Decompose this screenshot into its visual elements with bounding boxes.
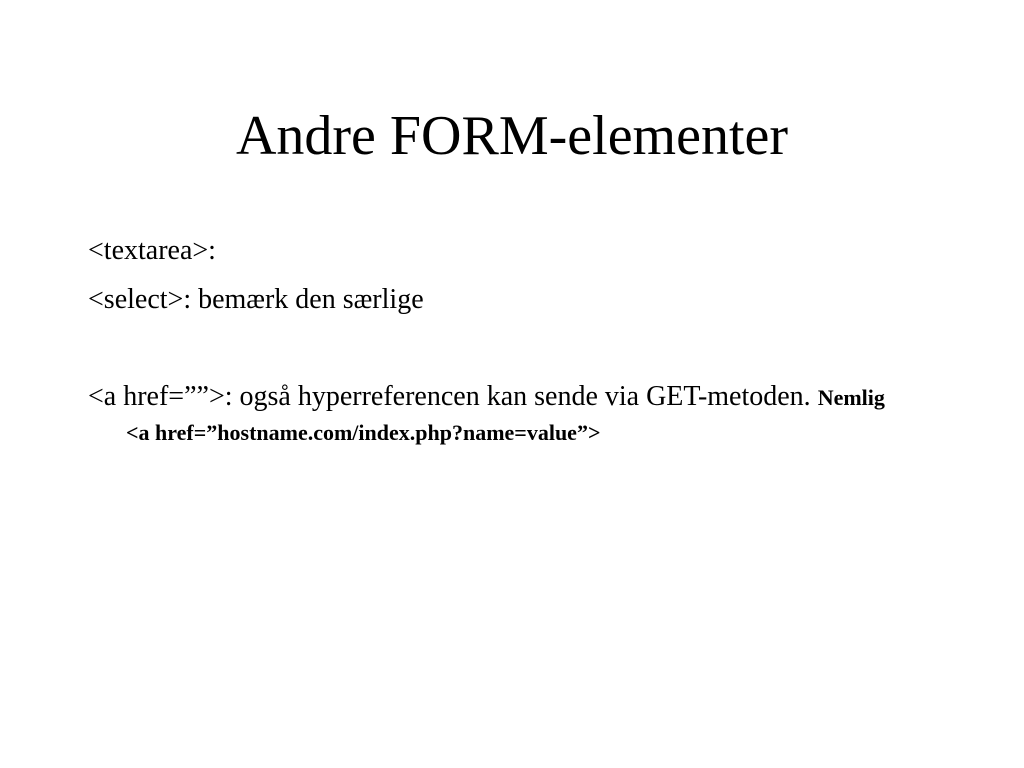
bullet-textarea: <textarea>: [88,235,216,266]
bullet-anchor-example: Nemlig <a href=”hostname.com/index.php?name=value”> [126,385,885,445]
bullet-anchor [88,380,886,450]
bullet-anchor-text: <a href=””>: også hyperreferencen kan sende via GET-metoden. [88,381,811,412]
slide-title: Andre FORM-elementer [235,105,789,167]
bullet-select: <select>: bemærk den særlige [88,284,424,315]
